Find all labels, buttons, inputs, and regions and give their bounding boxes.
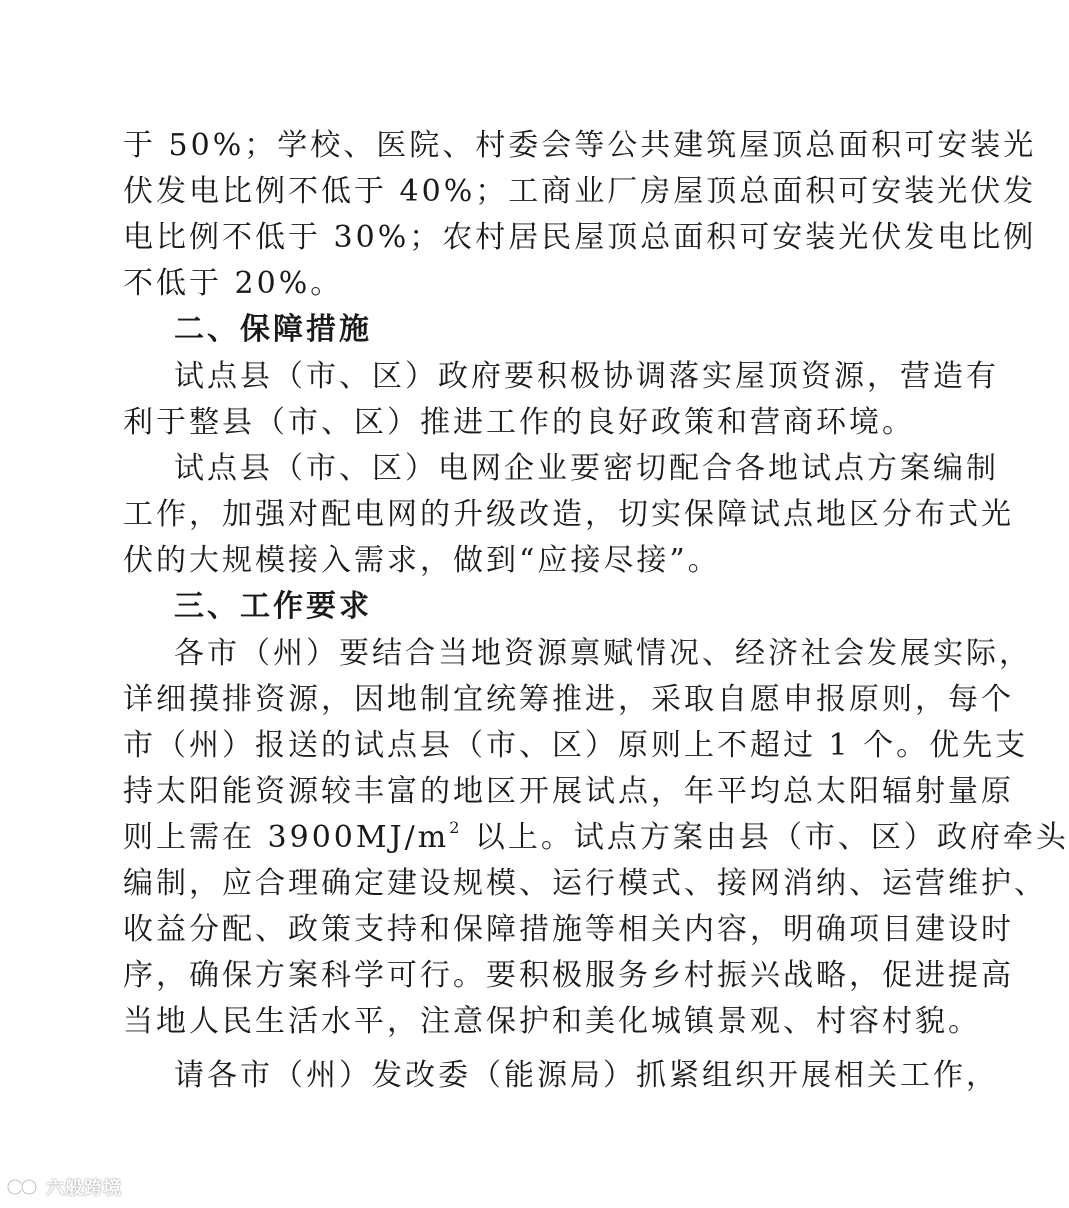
text-line: 各市（州）要结合当地资源禀赋情况、经济社会发展实际， xyxy=(174,636,1032,671)
section-heading-3: 三、工作要求 xyxy=(174,589,372,624)
section-heading-2: 二、保障措施 xyxy=(174,312,372,347)
text-line: 请各市（州）发改委（能源局）抓紧组织开展相关工作， xyxy=(174,1058,999,1093)
text-line: 序，确保方案科学可行。要积极服务乡村振兴战略，促进提高 xyxy=(123,958,1014,993)
watermark-text: 六般跨境 xyxy=(46,1178,122,1199)
watermark xyxy=(6,1174,122,1200)
text-line: 试点县（市、区）政府要积极协调落实屋顶资源，营造有 xyxy=(174,359,999,394)
text-line: 持太阳能资源较丰富的地区开展试点，年平均总太阳辐射量原 xyxy=(123,774,1014,809)
text-line: 试点县（市、区）电网企业要密切配合各地试点方案编制 xyxy=(174,451,999,486)
text-line: 编制，应合理确定建设规模、运行模式、接网消纳、运营维护、 xyxy=(123,866,1047,901)
text-line: 伏发电比例不低于 40%；工商业厂房屋顶总面积可安装光伏发 xyxy=(123,174,1037,209)
superscript: 2 xyxy=(449,818,463,837)
text-segment: 则上需在 3900MJ/m xyxy=(123,820,450,855)
logo-icon xyxy=(6,1175,40,1199)
text-line: 详细摸排资源，因地制宜统筹推进，采取自愿申报原则，每个 xyxy=(123,682,1014,717)
text-line xyxy=(123,818,1069,858)
text-line: 电比例不低于 30%；农村居民屋顶总面积可安装光伏发电比例 xyxy=(123,220,1037,255)
text-line: 收益分配、政策支持和保障措施等相关内容，明确项目建设时 xyxy=(123,912,1014,947)
text-line: 市（州）报送的试点县（市、区）原则上不超过 1 个。优先支 xyxy=(123,728,1029,763)
text-line: 伏的大规模接入需求，做到“应接尽接”。 xyxy=(123,543,721,578)
text-line: 于 50%；学校、医院、村委会等公共建筑屋顶总面积可安装光 xyxy=(123,128,1037,163)
text-line: 工作，加强对配电网的升级改造，切实保障试点地区分布式光 xyxy=(123,497,1014,532)
text-line: 利于整县（市、区）推进工作的良好政策和营商环境。 xyxy=(123,405,915,440)
text-line: 当地人民生活水平，注意保护和美化城镇景观、村容村貌。 xyxy=(123,1004,981,1039)
text-line: 不低于 20%。 xyxy=(123,266,344,301)
text-segment: 以上。试点方案由县（市、区）政府牵头 xyxy=(462,820,1069,855)
